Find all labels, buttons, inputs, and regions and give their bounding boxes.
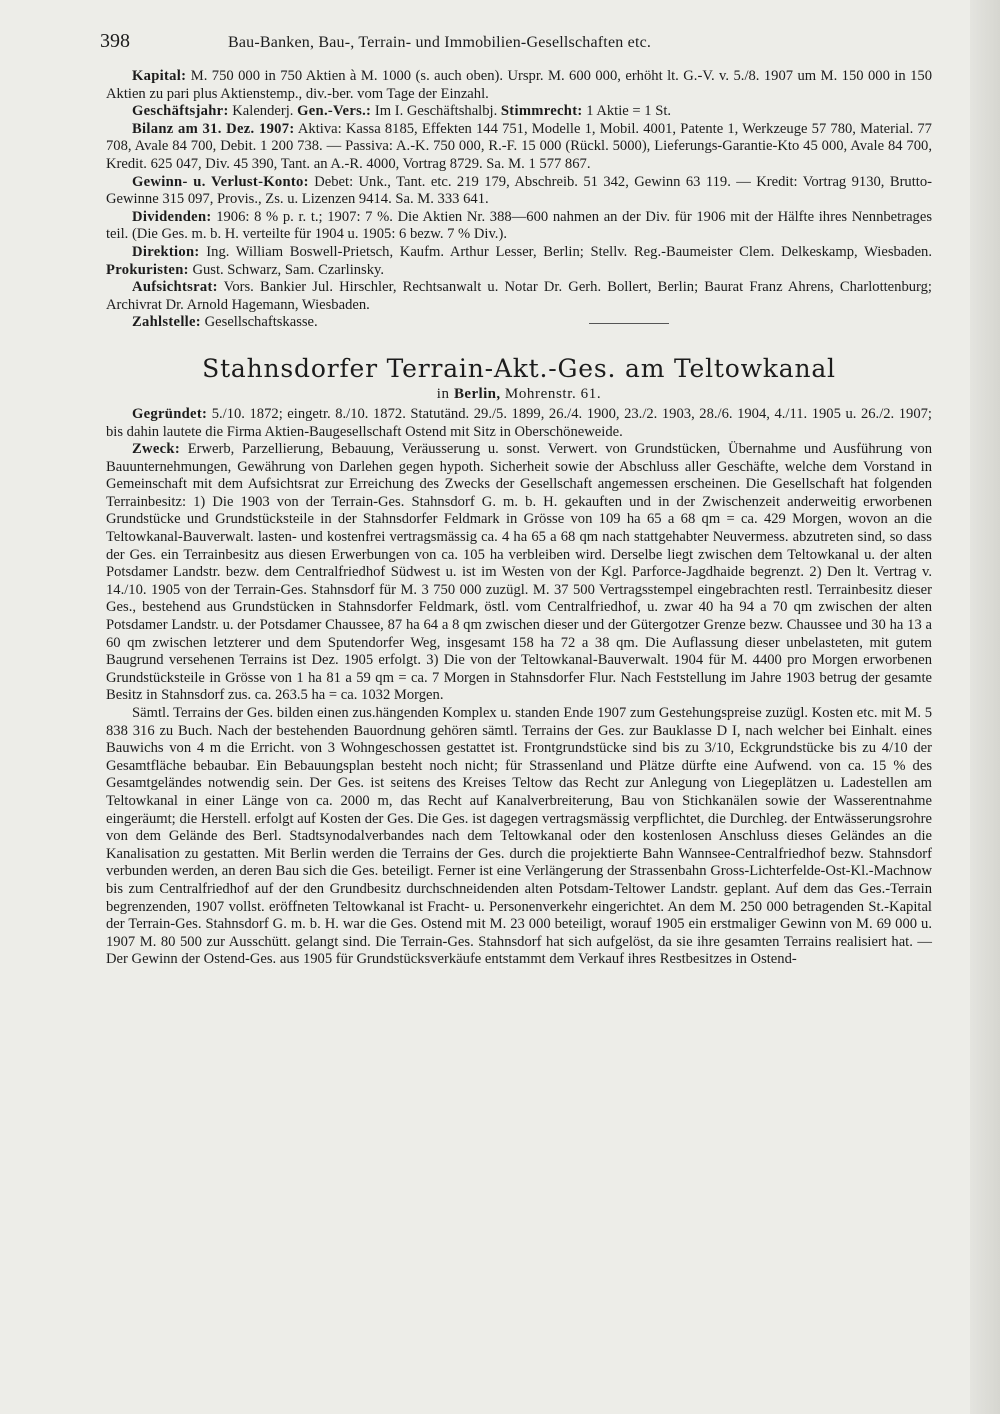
company-address: Mohrenstr. 61. — [500, 385, 602, 402]
paragraph-dividenden — [106, 209, 932, 244]
paragraph-aufsichtsrat — [106, 279, 932, 314]
text-dividenden: 1906: 8 % p. r. t.; 1907: 7 %. Die Aktien Nr. 388—600 nahmen an der Div. für 1906 mit der Hälfte ihres Nennbetrages teil. (Die Ges. m. b. H. verteilte für 1904 u. 1905: 6 bezw. 7 % Div.). — [106, 208, 932, 243]
running-title: Bau-Banken, Bau-, Terrain- und Immobilien-Gesellschaften etc. — [228, 34, 652, 51]
text-geschaeftsjahr: Kalenderj. — [228, 103, 298, 120]
paragraph-gewinn-verlust — [106, 174, 932, 209]
text-stimmrecht: 1 Aktie = 1 St. — [582, 103, 672, 120]
paragraph-bilanz — [106, 121, 932, 174]
entry-separator-rule — [589, 323, 669, 324]
text-zahlstelle: Gesellschaftskasse. — [200, 314, 318, 331]
label-dividenden: Dividenden: — [132, 208, 212, 225]
text-gen-vers: Im I. Geschäftshalbj. — [371, 103, 501, 120]
text-terrains: Sämtl. Terrains der Ges. bilden einen zus.hängenden Komplex u. standen Ende 1907 zum Gestehungspreise zuzügl. Kosten etc. mit M. 5 838 316 zu Buch. Nach der bestehenden Bauordnung gehören sämtl. Terrains der Ges. zur Bauklasse D I, nach welcher bei Einhalt. eines Bauwichs von 4 m die Erricht. von 3 Wohngeschossen gestattet ist. Frontgrundstücke sind bis zu 3/10, Eckgrundstücke bis zu 4/10 der Gesamtfläche bebaubar. Ein Bebauungsplan besteht noch nicht; für Strassenland und Plätze dürfte eine Aufwend. von ca. 15 % des Gesamtgeländes notwendig sein. Der Ges. ist seitens des Kreises Teltow das Recht zur Anlegung von Liegeplätzen u. Ladestellen am Teltowkanal in einer Länge von ca. 2000 m, das Recht auf Kanalverbreiterung, Bau von Stichkanälen sowie der Wasserentnahme eingeräumt; die Herstell. erfolgt auf Kosten der Ges. Die Ges. ist dagegen vertragsmässig verpflichtet, die Durchleg. der Entwässerungsrohre von dem Gelände des Berl. Stadtsynodalverbandes nach dem Teltowkanal oder den kostenlosen Anschluss dieses Geländes an die Kanalisation zu gestatten. Mit Berlin werden die Terrains der Ges. durch die projektierte Bahn Wannsee-Centralfriedhof bezw. Stahnsdorf verbunden werden, an deren Bau sich die Ges. beteiligt. Ferner ist eine Verlängerung der Strassenbahn Gross-Lichterfelde-Ost-Kl.-Machnow bis zum Centralfriedhof auf der den Grundbesitz durchschneidenden alten Potsdam-Teltower Landstr. geplant. Auf dem das Ges.-Terrain begrenzenden, 1907 vollst. eröffneten Teltowkanal ist Fracht- u. Personenverkehr eingerichtet. An dem M. 250 000 betragenden St.-Kapital der Terrain-Ges. Stahnsdorf G. m. b. H. war die Ges. Ostend mit M. 23 000 beteiligt, worauf 1905 ein erstmaliger Gewinn von M. 69 000 u. 1907 M. 80 500 zur Ausschütt. gelangt sind. Die Terrain-Ges. Stahnsdorf hat sich aufgelöst, da sie ihre gesamten Terrains realisiert hat. — Der Gewinn der Ostend-Ges. aus 1905 für Grundstücksverkäufe entstammt dem Verkauf ihres Restbesitzes in Ostend- — [106, 705, 932, 968]
label-bilanz: Bilanz am 31. Dez. 1907: — [132, 120, 295, 137]
text-bilanz: Aktiva: Kassa 8185, Effekten 144 751, Modelle 1, Mobil. 4001, Patente 1, Werkzeuge 57 780, Material. 77 708, Avale 84 700, Debit. 1 200 738. — Passiva: A.-K. 750 000, R.-F. 15 000 (Rückl. 5000), Lieferungs-Garantie-Kto 45 000, Avale 84 700, Kredit. 625 047, Div. 45 390, Tant. an A.-R. 4000, Vortrag 8729. Sa. M. 1 577 867. — [106, 120, 932, 172]
label-gewinn-verlust: Gewinn- u. Verlust-Konto: — [132, 173, 309, 190]
page-edge-shadow — [970, 0, 1000, 1414]
label-zahlstelle: Zahlstelle: — [132, 314, 201, 331]
paragraph-geschaeftsjahr — [106, 103, 932, 121]
paragraph-terrains — [106, 705, 932, 969]
paragraph-gegruendet — [106, 406, 932, 441]
paragraph-zweck — [106, 441, 932, 705]
label-prokuristen: Prokuristen: — [106, 261, 189, 278]
label-gen-vers: Gen.-Vers.: — [297, 103, 372, 120]
label-aufsichtsrat: Aufsichtsrat: — [132, 279, 218, 296]
paragraph-zahlstelle — [106, 314, 932, 332]
company-title: Stahnsdorfer Terrain-Akt.-Ges. am Teltowkanal — [202, 353, 836, 383]
paragraph-kapital — [106, 68, 932, 103]
label-zweck: Zweck: — [132, 441, 181, 458]
text-gewinn-verlust: Debet: Unk., Tant. etc. 219 179, Abschreib. 51 342, Gewinn 63 119. — Kredit: Vortrag 9130, Brutto-Gewinne 315 097, Provis., Zs. u. Lizenzen 9414. Sa. M. 333 641. — [106, 173, 932, 208]
text-direktion: Ing. William Boswell-Prietsch, Kaufm. Arthur Lesser, Berlin; Stellv. Reg.-Baumeister Clem. Delkeskamp, Wiesbaden. — [199, 243, 932, 260]
company-location — [106, 384, 932, 404]
page-content — [106, 68, 932, 969]
label-geschaeftsjahr: Geschäftsjahr: — [132, 103, 229, 120]
text-zweck: Erwerb, Parzellierung, Bebauung, Veräusserung u. sonst. Verwert. von Grundstücken, Übernahme und Ausführung von Bauunternehmungen, Gewährung von Darlehen gegen hypoth. Sicherheit sowie der Abschluss aller Geschäfte, welche dem Vorstand in Gemeinschaft mit dem Aufsichtsrat zur Erreichung des Zwecks der Gesellschaft angemessen erscheinen. Die Gesellschaft hat folgenden Terrainbesitz: 1) Die 1903 von der Terrain-Ges. Stahnsdorf G. m. b. H. gekauften und in der Zwischenzeit anderweitig erworbenen Grundstücke und Grundstücksteile in der Stahnsdorfer Feldmark in Grösse von 109 ha 65 a 68 qm = ca. 429 Morgen, wovon an die Teltowkanal-Bauverwalt. lasten- und kostenfrei vertragsmässig ca. 4 ha 65 a 68 qm nach stattgehabter Neuvermess. abzutreten sind, so dass der Ges. ein Terrainbesitz aus diesen Erwerbungen von ca. 105 ha verbleiben wird. Derselbe liegt zwischen dem Teltowkanal u. der alten Potsdamer Landstr. bezw. dem Centralfriedhof Südwest u. ist im Westen von der Kgl. Parforce-Jagdhaide begrenzt. 2) Den lt. Vertrag v. 14./10. 1905 von der Terrain-Ges. Stahnsdorf für M. 3 750 000 zuzügl. M. 37 500 Vertragsstempel eingebrachten restl. Terrainbesitz dieser Ges., bestehend aus Grundstücken in Stahnsdorfer Feldmark, östl. vom Centralfriedhof, u. zwar 40 ha 94 a 70 qm zwischen der alten Potsdamer Landstr. u. der Potsdamer Chaussee, 87 ha 64 a 8 qm zwischen dieser und der Gütergotzer Grenze bezw. Chaussee und 30 ha 13 a 60 qm zwischen letzterer und dem Sputendorfer Weg, insgesamt 158 ha 72 a 38 qm. Die Auflassung dieser unbelasteten, mit gutem Baugrund versehenen Terrains ist Dez. 1905 erfolgt. 3) Die von der Teltowkanal-Bauverwalt. 1904 für M. 4400 pro Morgen erworbenen Grundstücksteile in Grösse von 1 ha 81 a 59 qm = ca. 7 Morgen in Stahnsdorfer Flur. Nach Feststellung im Jahre 1903 betrug der gesamte Besitz in Stahnsdorf zus. ca. 263.5 ha = ca. 1032 Morgen. — [106, 441, 932, 704]
text-prokuristen: Gust. Schwarz, Sam. Czarlinsky. — [188, 261, 385, 278]
text-aufsichtsrat: Vors. Bankier Jul. Hirschler, Rechtsanwalt u. Notar Dr. Gerh. Bollert, Berlin; Baurat Franz Ahrens, Charlottenburg; Archivrat Dr. Arnold Hagemann, Wiesbaden. — [106, 279, 932, 313]
company-city: Berlin, — [453, 385, 501, 402]
label-direktion: Direktion: — [132, 243, 200, 260]
label-kapital: Kapital: — [132, 68, 187, 84]
text-kapital: M. 750 000 in 750 Aktien à M. 1000 (s. auch oben). Urspr. M. 600 000, erhöht lt. G.-V. v. 5./8. 1907 um M. 150 000 in 150 Aktien zu pari plus Aktienstemp., div.-ber. vom Tage der Einzahl. — [106, 68, 932, 102]
page-number: 398 — [100, 30, 130, 52]
label-stimmrecht: Stimmrecht: — [500, 103, 583, 120]
label-gegruendet: Gegründet: — [132, 405, 208, 422]
paragraph-direktion — [106, 244, 932, 279]
text-gegruendet: 5./10. 1872; eingetr. 8./10. 1872. Statutänd. 29./5. 1899, 26./4. 1900, 23./2. 1903, 28./6. 1904, 4./11. 1905 u. 26./2. 1907; bis dahin lautete die Firma Aktien-Baugesellschaft Ostend mit Sitz in Oberschöneweide. — [106, 405, 932, 440]
location-prefix: in — [436, 385, 454, 402]
